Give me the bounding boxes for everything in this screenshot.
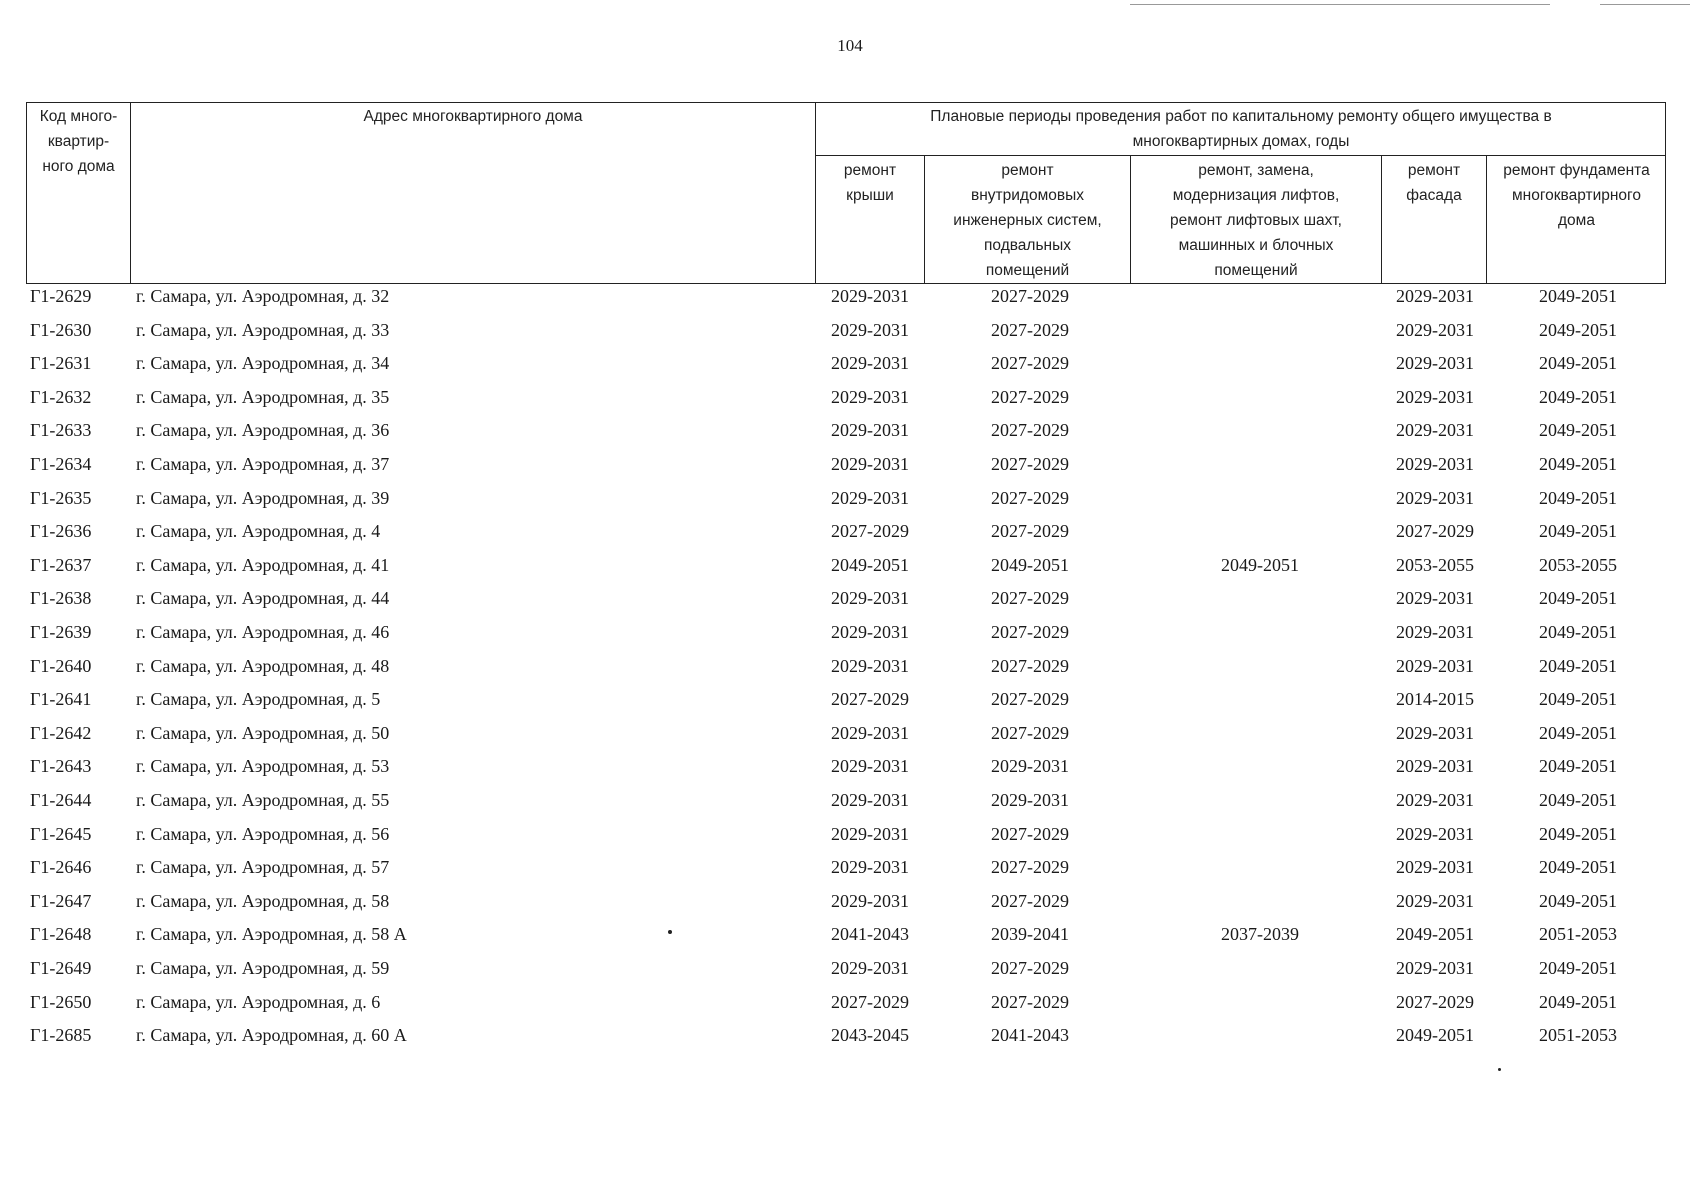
facade-cell: 2029-2031 [1396,722,1474,743]
roof-cell: 2029-2031 [831,386,909,407]
engineering-cell: 2027-2029 [991,487,1069,508]
engineering-cell: 2027-2029 [991,286,1069,306]
address-cell: г. Самара, ул. Аэродромная, д. 57 [136,857,390,878]
table-row [0,958,1700,992]
engineering-cell: 2027-2029 [991,353,1069,374]
address-cell: г. Самара, ул. Аэродромная, д. 37 [136,454,390,474]
foundation-cell: 2049-2051 [1539,487,1617,508]
code-cell: Г1-2639 [30,622,92,642]
code-cell: Г1-2650 [30,991,92,1012]
roof-cell: 2029-2031 [831,857,909,878]
roof-cell: 2029-2031 [831,722,909,743]
table-row [0,891,1700,925]
engineering-cell: 2027-2029 [991,890,1069,911]
facade-cell: 2029-2031 [1396,790,1474,810]
table-row [0,420,1700,454]
roof-cell: 2049-2051 [831,554,909,575]
code-cell: Г1-2629 [30,286,92,306]
address-cell: г. Самара, ул. Аэродромная, д. 36 [136,420,390,441]
address-cell: г. Самара, ул. Аэродромная, д. 58 [136,890,390,911]
roof-cell: 2043-2045 [831,1025,909,1046]
address-cell: г. Самара, ул. Аэродромная, д. 6 [136,991,381,1012]
table-row [0,387,1700,421]
address-cell: г. Самара, ул. Аэродромная, д. 59 [136,958,390,978]
foundation-cell: 2049-2051 [1539,790,1617,810]
table-row [0,756,1700,790]
facade-cell: 2027-2029 [1396,521,1474,542]
scan-speck [1498,1068,1501,1071]
table-row [0,320,1700,354]
code-cell: Г1-2641 [30,689,92,710]
code-cell: Г1-2632 [30,386,92,407]
table-row [0,588,1700,622]
engineering-cell: 2029-2031 [991,790,1069,810]
roof-cell: 2027-2029 [831,689,909,710]
roof-cell: 2029-2031 [831,588,909,609]
foundation-cell: 2049-2051 [1539,890,1617,911]
code-cell: Г1-2642 [30,722,92,743]
header-foundation: ремонт фундамента многоквартирного дома [1503,162,1650,229]
table-row [0,286,1700,320]
foundation-cell: 2051-2053 [1539,924,1617,945]
roof-cell: 2029-2031 [831,286,909,306]
facade-cell: 2029-2031 [1396,622,1474,642]
foundation-cell: 2049-2051 [1539,353,1617,374]
facade-cell: 2027-2029 [1396,991,1474,1012]
address-cell: г. Самара, ул. Аэродромная, д. 33 [136,319,390,340]
table-row [0,555,1700,589]
page-number: 104 [837,36,863,55]
facade-cell: 2014-2015 [1396,689,1474,710]
code-cell: Г1-2649 [30,958,92,978]
lift-cell: 2037-2039 [1221,924,1299,945]
engineering-cell: 2049-2051 [991,554,1069,575]
foundation-cell: 2049-2051 [1539,588,1617,609]
facade-cell: 2049-2051 [1396,1025,1474,1046]
code-cell: Г1-2636 [30,521,92,542]
table-row [0,992,1700,1026]
address-cell: г. Самара, ул. Аэродромная, д. 34 [136,353,390,374]
code-cell: Г1-2640 [30,655,92,676]
facade-cell: 2029-2031 [1396,756,1474,777]
lift-cell: 2049-2051 [1221,554,1299,575]
code-cell: Г1-2634 [30,454,92,474]
table-row [0,857,1700,891]
table-row [0,488,1700,522]
engineering-cell: 2027-2029 [991,386,1069,407]
engineering-cell: 2027-2029 [991,689,1069,710]
table-row [0,723,1700,757]
table-row [0,656,1700,690]
code-cell: Г1-2647 [30,890,92,911]
roof-cell: 2029-2031 [831,655,909,676]
address-cell: г. Самара, ул. Аэродромная, д. 32 [136,286,390,306]
table-row [0,824,1700,858]
foundation-cell: 2049-2051 [1539,756,1617,777]
foundation-cell: 2049-2051 [1539,521,1617,542]
code-cell: Г1-2646 [30,857,92,878]
header-engineering: ремонт внутридомовых инженерных систем, подвальных помещений [953,162,1102,279]
roof-cell: 2029-2031 [831,790,909,810]
facade-cell: 2029-2031 [1396,857,1474,878]
code-cell: Г1-2635 [30,487,92,508]
code-cell: Г1-2643 [30,756,92,777]
address-cell: г. Самара, ул. Аэродромная, д. 35 [136,386,390,407]
table-row [0,790,1700,824]
foundation-cell: 2049-2051 [1539,319,1617,340]
foundation-cell: 2049-2051 [1539,454,1617,474]
roof-cell: 2041-2043 [831,924,909,945]
address-cell: г. Самара, ул. Аэродромная, д. 56 [136,823,390,844]
foundation-cell: 2049-2051 [1539,420,1617,441]
engineering-cell: 2027-2029 [991,420,1069,441]
engineering-cell: 2029-2031 [991,756,1069,777]
code-cell: Г1-2631 [30,353,92,374]
engineering-cell: 2027-2029 [991,588,1069,609]
foundation-cell: 2049-2051 [1539,655,1617,676]
roof-cell: 2029-2031 [831,487,909,508]
facade-cell: 2029-2031 [1396,286,1474,306]
header-address: Адрес многоквартирного дома [363,108,583,125]
address-cell: г. Самара, ул. Аэродромная, д. 48 [136,655,390,676]
engineering-cell: 2027-2029 [991,958,1069,978]
roof-cell: 2029-2031 [831,756,909,777]
header-divider [130,102,131,284]
facade-cell: 2029-2031 [1396,386,1474,407]
roof-cell: 2029-2031 [831,420,909,441]
roof-cell: 2027-2029 [831,991,909,1012]
roof-cell: 2029-2031 [831,958,909,978]
roof-cell: 2029-2031 [831,454,909,474]
table-row [0,353,1700,387]
engineering-cell: 2027-2029 [991,521,1069,542]
address-cell: г. Самара, ул. Аэродромная, д. 53 [136,756,390,777]
foundation-cell: 2049-2051 [1539,286,1617,306]
engineering-cell: 2027-2029 [991,991,1069,1012]
foundation-cell: 2049-2051 [1539,722,1617,743]
facade-cell: 2029-2031 [1396,588,1474,609]
code-cell: Г1-2630 [30,319,92,340]
address-cell: г. Самара, ул. Аэродромная, д. 60 А [136,1025,407,1046]
roof-cell: 2029-2031 [831,319,909,340]
address-cell: г. Самара, ул. Аэродромная, д. 39 [136,487,390,508]
roof-cell: 2029-2031 [831,823,909,844]
foundation-cell: 2049-2051 [1539,689,1617,710]
table-row [0,1025,1700,1059]
foundation-cell: 2049-2051 [1539,386,1617,407]
scan-speck [668,930,672,934]
table-row [0,924,1700,958]
facade-cell: 2029-2031 [1396,823,1474,844]
header-periods: Плановые периоды проведения работ по капитальному ремонту общего имущества в многоквартирных домах, годы [930,108,1552,150]
facade-cell: 2029-2031 [1396,958,1474,978]
table-row [0,622,1700,656]
code-cell: Г1-2638 [30,588,92,609]
facade-cell: 2029-2031 [1396,319,1474,340]
roof-cell: 2027-2029 [831,521,909,542]
address-cell: г. Самара, ул. Аэродромная, д. 50 [136,722,390,743]
facade-cell: 2029-2031 [1396,353,1474,374]
code-cell: Г1-2637 [30,554,92,575]
engineering-cell: 2027-2029 [991,622,1069,642]
roof-cell: 2029-2031 [831,353,909,374]
address-cell: г. Самара, ул. Аэродромная, д. 41 [136,554,390,575]
facade-cell: 2029-2031 [1396,890,1474,911]
header-roof: ремонт крыши [843,162,897,204]
code-cell: Г1-2633 [30,420,92,441]
roof-cell: 2029-2031 [831,890,909,911]
foundation-cell: 2053-2055 [1539,554,1617,575]
header-code: Код много- квартир- ного дома [39,108,118,175]
facade-cell: 2029-2031 [1396,487,1474,508]
engineering-cell: 2041-2043 [991,1025,1069,1046]
engineering-cell: 2039-2041 [991,924,1069,945]
address-cell: г. Самара, ул. Аэродромная, д. 44 [136,588,390,609]
engineering-cell: 2027-2029 [991,857,1069,878]
engineering-cell: 2027-2029 [991,319,1069,340]
header-divider [815,155,1666,156]
code-cell: Г1-2645 [30,823,92,844]
scan-edge-line [1130,4,1550,5]
facade-cell: 2029-2031 [1396,420,1474,441]
facade-cell: 2049-2051 [1396,924,1474,945]
address-cell: г. Самара, ул. Аэродромная, д. 5 [136,689,381,710]
roof-cell: 2029-2031 [831,622,909,642]
foundation-cell: 2049-2051 [1539,823,1617,844]
facade-cell: 2029-2031 [1396,655,1474,676]
table-row [0,689,1700,723]
header-lifts: ремонт, замена, модернизация лифтов, ремонт лифтовых шахт, машинных и блочных помещений [1170,162,1342,279]
foundation-cell: 2049-2051 [1539,622,1617,642]
foundation-cell: 2049-2051 [1539,857,1617,878]
address-cell: г. Самара, ул. Аэродромная, д. 46 [136,622,390,642]
facade-cell: 2053-2055 [1396,554,1474,575]
table-row [0,454,1700,488]
facade-cell: 2029-2031 [1396,454,1474,474]
foundation-cell: 2049-2051 [1539,958,1617,978]
address-cell: г. Самара, ул. Аэродромная, д. 4 [136,521,381,542]
header-facade: ремонт фасада [1406,162,1462,204]
foundation-cell: 2051-2053 [1539,1025,1617,1046]
engineering-cell: 2027-2029 [991,454,1069,474]
table-row [0,521,1700,555]
code-cell: Г1-2644 [30,790,92,810]
address-cell: г. Самара, ул. Аэродромная, д. 58 А [136,924,407,945]
engineering-cell: 2027-2029 [991,722,1069,743]
code-cell: Г1-2648 [30,924,92,945]
foundation-cell: 2049-2051 [1539,991,1617,1012]
code-cell: Г1-2685 [30,1025,92,1046]
engineering-cell: 2027-2029 [991,655,1069,676]
scan-edge-line [1600,4,1690,5]
engineering-cell: 2027-2029 [991,823,1069,844]
address-cell: г. Самара, ул. Аэродромная, д. 55 [136,790,390,810]
